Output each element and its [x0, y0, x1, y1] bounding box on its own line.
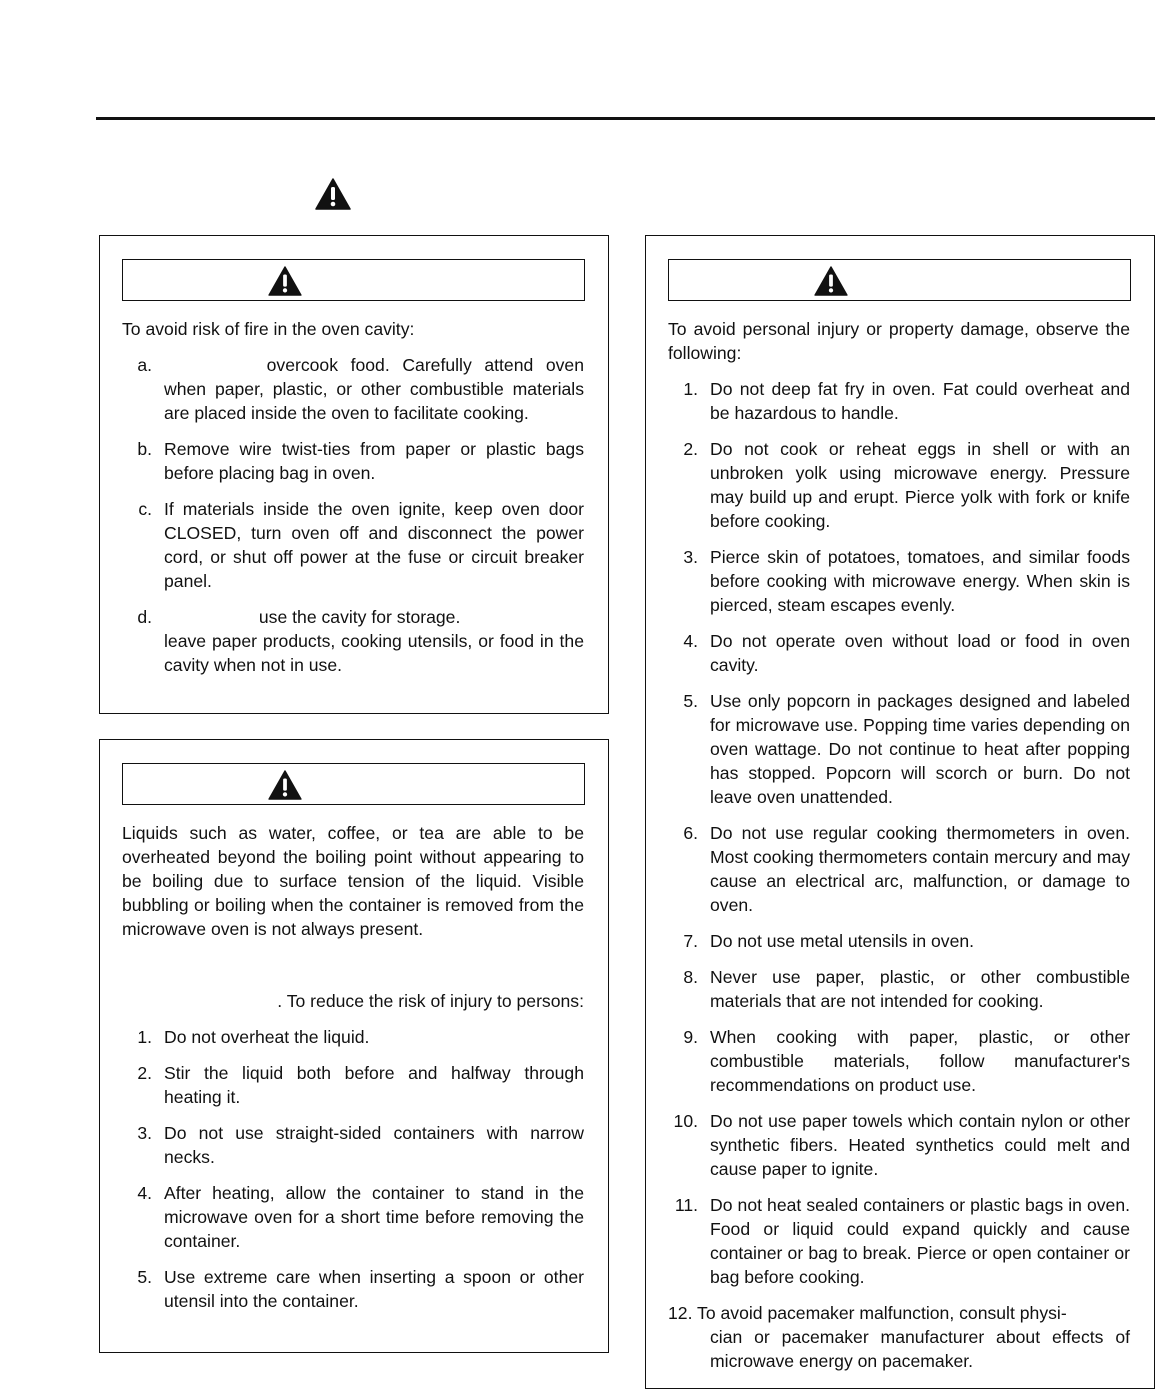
- list-text: Use only popcorn in packages designed and labeled for microwave use. Popping time varies depending on oven wattage. Do not continue to heat after popping has stopped. Popcorn will scorch or burn. Do not leave oven unattended.: [710, 691, 1130, 807]
- list-item: [668, 629, 1130, 677]
- list-text: Do not overheat the liquid.: [164, 1027, 370, 1047]
- list-item: [668, 1193, 1130, 1289]
- fire-list: [122, 353, 584, 677]
- list-item: [668, 377, 1130, 425]
- warning-triangle-icon: [315, 178, 351, 210]
- list-marker: 5.: [683, 691, 698, 711]
- list-marker: 4.: [137, 1183, 152, 1203]
- list-text: Stir the liquid both before and halfway through heating it.: [164, 1063, 584, 1107]
- list-item: [122, 605, 584, 677]
- list-item: [668, 929, 1130, 953]
- list-text: When cooking with paper, plastic, or other combustible materials, follow manufacturer's recommendations on product use.: [710, 1027, 1130, 1095]
- list-item: [668, 821, 1130, 917]
- liquid-warning-content: [122, 821, 584, 1313]
- list-text: Do not use paper towels which contain nylon or other synthetic fibers. Heated synthetics could melt and cause paper to ignite.: [710, 1111, 1130, 1179]
- list-text: Do not use metal utensils in oven.: [710, 931, 975, 951]
- list-text: leave paper products, cooking utensils, or food in the cavity when not in use.: [164, 631, 584, 675]
- list-text: Do not heat sealed containers or plastic bags in oven. Food or liquid could expand quickly and cause container or bag to break. Pierce or open container or bag before cooking.: [710, 1195, 1130, 1287]
- warning-label-bar: [122, 259, 585, 301]
- list-item: [122, 353, 584, 425]
- injury-intro: To avoid personal injury or property damage, observe the following:: [668, 319, 1130, 363]
- list-item: [668, 965, 1130, 1013]
- list-text: use the cavity for storage.: [258, 607, 461, 627]
- fire-warning-box: [99, 235, 609, 714]
- warning-triangle-icon: [268, 266, 302, 296]
- list-text: If materials inside the oven ignite, keep oven door CLOSED, turn oven off and disconnect the power cord, or shut off power at the fuse or circuit breaker panel.: [164, 499, 584, 591]
- warning-triangle-icon: [814, 266, 848, 296]
- fire-warning-content: [122, 317, 584, 677]
- list-text: Do not deep fat fry in oven. Fat could overheat and be hazardous to handle.: [710, 379, 1130, 423]
- liquid-list: [122, 1025, 584, 1313]
- list-marker: c.: [138, 499, 152, 519]
- list-item: [668, 437, 1130, 533]
- list-item: [668, 1301, 1130, 1373]
- list-text: Never use paper, plastic, or other combustible materials that are not intended for cooking.: [710, 967, 1130, 1011]
- list-marker: 2.: [683, 439, 698, 459]
- list-text: overcook food. Carefully attend oven when paper, plastic, or other combustible materials are placed inside the oven to facilitate cooking.: [164, 355, 585, 423]
- liquid-intro: Liquids such as water, coffee, or tea are able to be overheated beyond the boiling point without appearing to be boiling due to surface tension of the liquid. Visible bubbling or boiling when the container is removed from the microwave oven is not always present.: [122, 823, 584, 939]
- list-item: [668, 545, 1130, 617]
- list-marker: d.: [137, 607, 152, 627]
- list-text: Use extreme care when inserting a spoon or other utensil into the container.: [164, 1267, 584, 1311]
- liquid-warning-box: [99, 739, 609, 1353]
- list-item: [122, 497, 584, 593]
- list-marker: 2.: [137, 1063, 152, 1083]
- list-marker: 7.: [683, 931, 698, 951]
- list-marker: 3.: [683, 547, 698, 567]
- fire-intro: To avoid risk of fire in the oven cavity:: [122, 319, 415, 339]
- injury-list: [668, 377, 1130, 1373]
- list-item: [122, 1025, 584, 1049]
- injury-warning-content: [668, 317, 1130, 1373]
- list-text: Remove wire twist-ties from paper or plastic bags before placing bag in oven.: [164, 439, 584, 483]
- list-marker: b.: [137, 439, 152, 459]
- top-rule: [96, 117, 1155, 120]
- list-text: 12. To avoid pacemaker malfunction, consult physi-: [668, 1303, 1067, 1323]
- list-text: Do not cook or reheat eggs in shell or with an unbroken yolk using microwave energy. Pressure may build up and erupt. Pierce yolk with fork or knife before cooking.: [710, 439, 1130, 531]
- list-item: [668, 1109, 1130, 1181]
- warning-label-bar: [668, 259, 1131, 301]
- list-marker: 9.: [683, 1027, 698, 1047]
- list-item: [122, 1061, 584, 1109]
- list-item: [122, 437, 584, 485]
- list-marker: 5.: [137, 1267, 152, 1287]
- warning-label-bar: [122, 763, 585, 805]
- list-text: Do not use straight-sided containers with narrow necks.: [164, 1123, 584, 1167]
- list-item: [668, 689, 1130, 809]
- list-marker: 1.: [683, 379, 698, 399]
- injury-warning-box: [645, 235, 1155, 1389]
- list-text: Do not operate oven without load or food in oven cavity.: [710, 631, 1130, 675]
- list-marker: 1.: [137, 1027, 152, 1047]
- list-marker: 6.: [683, 823, 698, 843]
- list-marker: 11.: [674, 1195, 698, 1215]
- list-text: After heating, allow the container to stand in the microwave oven for a short time before removing the container.: [164, 1183, 584, 1251]
- list-marker: 3.: [137, 1123, 152, 1143]
- list-item: [122, 1121, 584, 1169]
- list-marker: a.: [137, 355, 152, 375]
- reduce-text: . To reduce the risk of injury to persons:: [277, 991, 584, 1011]
- list-item: [668, 1025, 1130, 1097]
- list-marker: 10.: [673, 1111, 698, 1131]
- list-marker: 4.: [683, 631, 698, 651]
- list-item: [122, 1265, 584, 1313]
- liquid-reduce-line: [122, 989, 584, 1013]
- warning-triangle-icon: [268, 770, 302, 800]
- list-item: [122, 1181, 584, 1253]
- list-marker: 8.: [683, 967, 698, 987]
- list-text: Do not use regular cooking thermometers in oven. Most cooking thermometers contain mercury and may cause an electrical arc, malfunction, or damage to oven.: [710, 823, 1130, 915]
- list-text: cian or pacemaker manufacturer about effects of microwave energy on pacemaker.: [710, 1327, 1130, 1371]
- list-text: Pierce skin of potatoes, tomatoes, and similar foods before cooking with microwave energy. When skin is pierced, steam escapes evenly.: [710, 547, 1130, 615]
